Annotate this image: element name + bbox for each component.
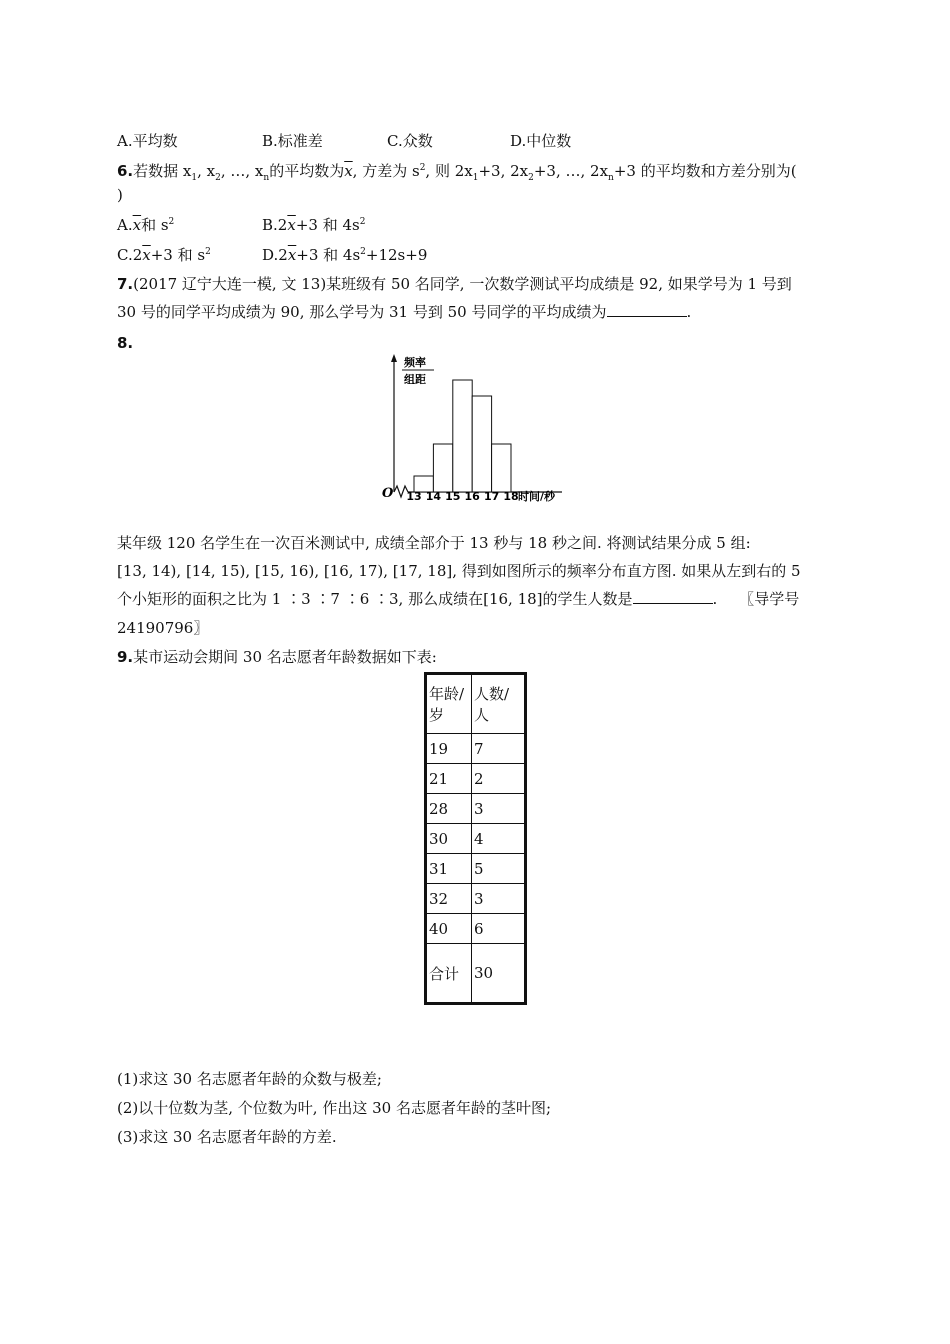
- answer-blank: [607, 302, 687, 317]
- table-row: 21 2: [426, 764, 526, 794]
- q8-para1: 某年级 120 名学生在一次百米测试中, 成绩全部介于 13 秒与 18 秒之间. 将测试结果分成 5 组:: [117, 534, 751, 552]
- q9-sub1: (1)求这 30 名志愿者年龄的众数与极差;: [117, 1070, 382, 1088]
- q6-option-a: $A.\overline{x}$和 $s^2$: [117, 216, 175, 234]
- total-label: 合计: [426, 944, 472, 1004]
- y-label-bottom: 组距: [404, 373, 426, 386]
- table-row: 32 3: [426, 884, 526, 914]
- y-label-top: 频率: [404, 356, 426, 369]
- q5-option-c: C.众数: [387, 132, 433, 150]
- x-tick-label: 13: [406, 490, 422, 503]
- histogram-bar: [472, 396, 491, 492]
- x-tick-label: 17: [483, 490, 500, 503]
- header-count: 人数/人: [472, 674, 526, 734]
- total-value: 30: [472, 944, 526, 1004]
- origin-label: O: [382, 486, 394, 501]
- q6-close-paren: ): [117, 186, 123, 204]
- age-table: [424, 672, 527, 1005]
- answer-blank: [633, 589, 713, 604]
- x-tick-label: 15: [445, 490, 461, 503]
- histogram-bar: [433, 444, 452, 492]
- q5-option-a: A.平均数: [117, 132, 178, 150]
- table-row: 19 7: [426, 734, 526, 764]
- q8-para2: [13, 14), [14, 15), [15, 16), [16, 17), [17, 18], 得到如图所示的频率分布直方图. 如果从左到右的 5: [117, 562, 801, 580]
- q6-option-c: $C.2\overline{x}+3$ 和 $s^2$: [117, 246, 211, 264]
- x-tick-label: 18: [503, 490, 519, 503]
- x-axis-label: 时间/秒: [518, 490, 556, 503]
- q9-stem: 9.某市运动会期间 30 名志愿者年龄数据如下表:: [117, 648, 437, 666]
- table-row: 40 6: [426, 914, 526, 944]
- histogram-bar: [453, 380, 472, 492]
- q6-option-b: $B.2\overline{x}+3$ 和 $4s^2$: [262, 216, 366, 234]
- q6-option-d: $D.2\overline{x}+3$ 和 $4s^2+12s+9$: [262, 246, 428, 264]
- table-total-row: [426, 944, 526, 1004]
- histogram: [380, 352, 570, 508]
- q7-line2: 30 号的同学平均成绩为 90, 那么学号为 31 号到 50 号同学的平均成绩为 .: [117, 303, 692, 321]
- x-tick-label: 16: [464, 490, 480, 503]
- q6-options-ab: [117, 212, 365, 235]
- header-age: 年龄/岁: [426, 674, 472, 734]
- q5-option-b: B.标准差: [262, 132, 323, 150]
- q5-options: [117, 131, 571, 151]
- x-tick-label: 14: [425, 490, 442, 503]
- q8-para3: 个小矩形的面积之比为 1 ∶3 ∶7 ∶6 ∶3, 那么成绩在[16, 18]的学生人数是 . 〖导学号: [117, 590, 800, 608]
- q9-sub3: (3)求这 30 名志愿者年龄的方差.: [117, 1128, 337, 1146]
- histogram-bar: [492, 444, 511, 492]
- q6-stem: 6.若数据 $x_1$, $x_2$, …, $x_n$的平均数为$\overline{x}$, 方差为 $s^2$, 则 $2x_1+3$, $2x_2+3$, …, $2x_n+3$ 的平均数和方差分别为(: [117, 162, 797, 183]
- table-row: 30 4: [426, 824, 526, 854]
- x-bar: $\overline{x}$: [344, 162, 353, 180]
- q7-line1: 7.(2017 辽宁大连一模, 文 13)某班级有 50 名同学, 一次数学测试平均成绩是 92, 如果学号为 1 号到: [117, 275, 792, 293]
- q8-number: 8.: [117, 334, 134, 352]
- table-row: 31 5: [426, 854, 526, 884]
- table-header-row: [426, 674, 526, 734]
- q6-options-cd: [117, 242, 427, 265]
- table-row: 28 3: [426, 794, 526, 824]
- q5-option-d: D.中位数: [510, 132, 572, 150]
- q8-ref-number: 24190796〗: [117, 619, 209, 637]
- q9-sub2: (2)以十位数为茎, 个位数为叶, 作出这 30 名志愿者年龄的茎叶图;: [117, 1099, 551, 1117]
